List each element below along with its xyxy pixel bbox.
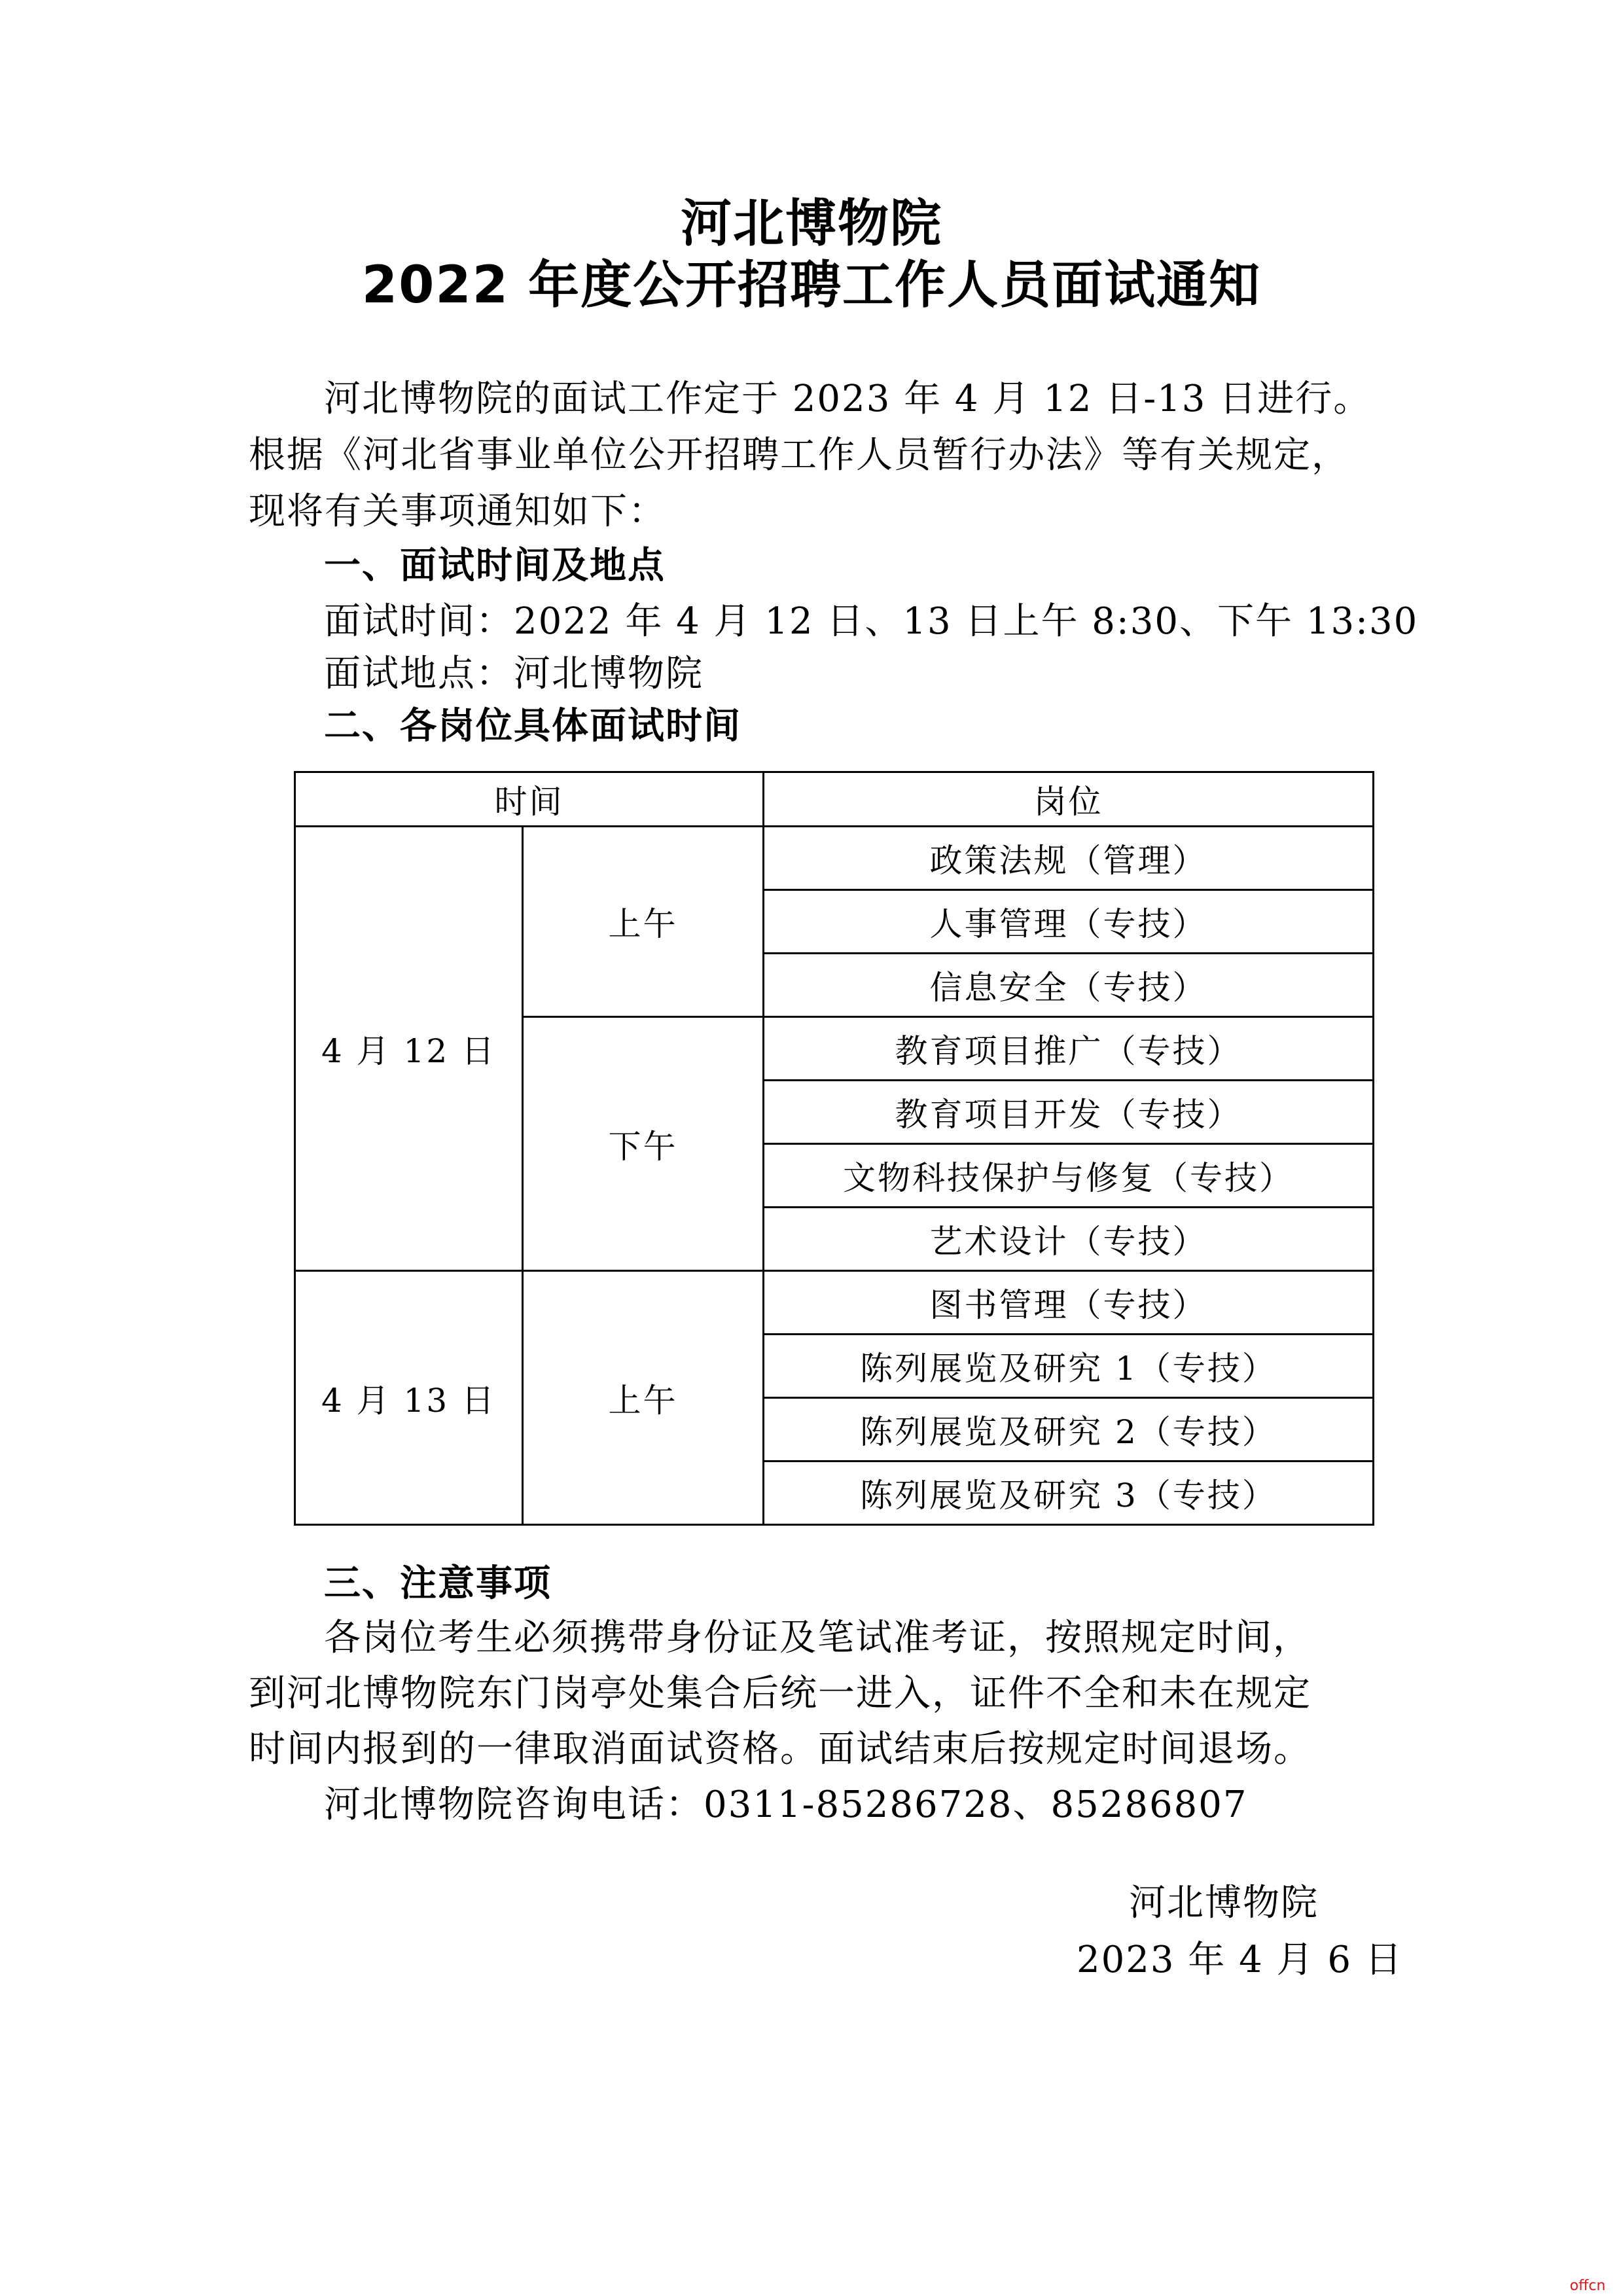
header-post: 岗位: [764, 772, 1374, 827]
post-cell: 信息安全（专技）: [764, 954, 1374, 1017]
post-cell: 教育项目推广（专技）: [764, 1017, 1374, 1081]
contact-phone: 河北博物院咨询电话：0311-85286728、85286807: [324, 1784, 1248, 1826]
notice-line-2: 到河北博物院东门岗亭处集合后统一进入，证件不全和未在规定: [249, 1672, 1311, 1715]
table-row: [295, 827, 1374, 890]
session-morning-2: 上午: [523, 1271, 764, 1525]
date-cell-2: 4 月 13 日: [295, 1271, 523, 1525]
post-cell: 人事管理（专技）: [764, 890, 1374, 954]
notice-line-3: 时间内报到的一律取消面试资格。面试结束后按规定时间退场。: [249, 1728, 1311, 1770]
post-cell: 教育项目开发（专技）: [764, 1081, 1374, 1144]
signature-org: 河北博物院: [1129, 1882, 1319, 1924]
post-cell: 陈列展览及研究 1（专技）: [764, 1335, 1374, 1398]
header-time: 时间: [295, 772, 764, 827]
intro-line-2: 根据《河北省事业单位公开招聘工作人员暂行办法》等有关规定，: [249, 434, 1349, 476]
notice-line-1: 各岗位考生必须携带身份证及笔试准考证，按照规定时间，: [324, 1617, 1311, 1659]
offcn-watermark: offcn: [1569, 2278, 1606, 2294]
section-3-heading: 三、注意事项: [324, 1562, 552, 1605]
date-cell-1: 4 月 12 日: [295, 827, 523, 1271]
post-cell: 图书管理（专技）: [764, 1271, 1374, 1335]
table-row: [295, 1271, 1374, 1335]
post-cell: 陈列展览及研究 2（专技）: [764, 1398, 1374, 1462]
post-cell: 文物科技保护与修复（专技）: [764, 1144, 1374, 1208]
section-1-heading: 一、面试时间及地点: [324, 545, 666, 587]
session-afternoon: 下午: [523, 1017, 764, 1271]
intro-line-1: 河北博物院的面试工作定于 2023 年 4 月 12 日-13 日进行。: [324, 378, 1372, 420]
signature-date: 2023 年 4 月 6 日: [1077, 1939, 1403, 1981]
section-2-heading: 二、各岗位具体面试时间: [324, 705, 741, 747]
post-cell: 艺术设计（专技）: [764, 1208, 1374, 1271]
session-morning-1: 上午: [523, 827, 764, 1017]
document-title: 河北博物院: [680, 194, 942, 253]
document-subtitle: 2022 年度公开招聘工作人员面试通知: [361, 256, 1262, 315]
interview-schedule-table: [294, 771, 1374, 1526]
table-header-row: [295, 772, 1374, 827]
interview-time: 面试时间：2022 年 4 月 12 日、13 日上午 8:30、下午 13:30: [324, 600, 1419, 643]
post-cell: 政策法规（管理）: [764, 827, 1374, 890]
intro-line-3: 现将有关事项通知如下：: [249, 490, 666, 533]
interview-place: 面试地点：河北博物院: [324, 653, 704, 695]
post-cell: 陈列展览及研究 3（专技）: [764, 1462, 1374, 1525]
